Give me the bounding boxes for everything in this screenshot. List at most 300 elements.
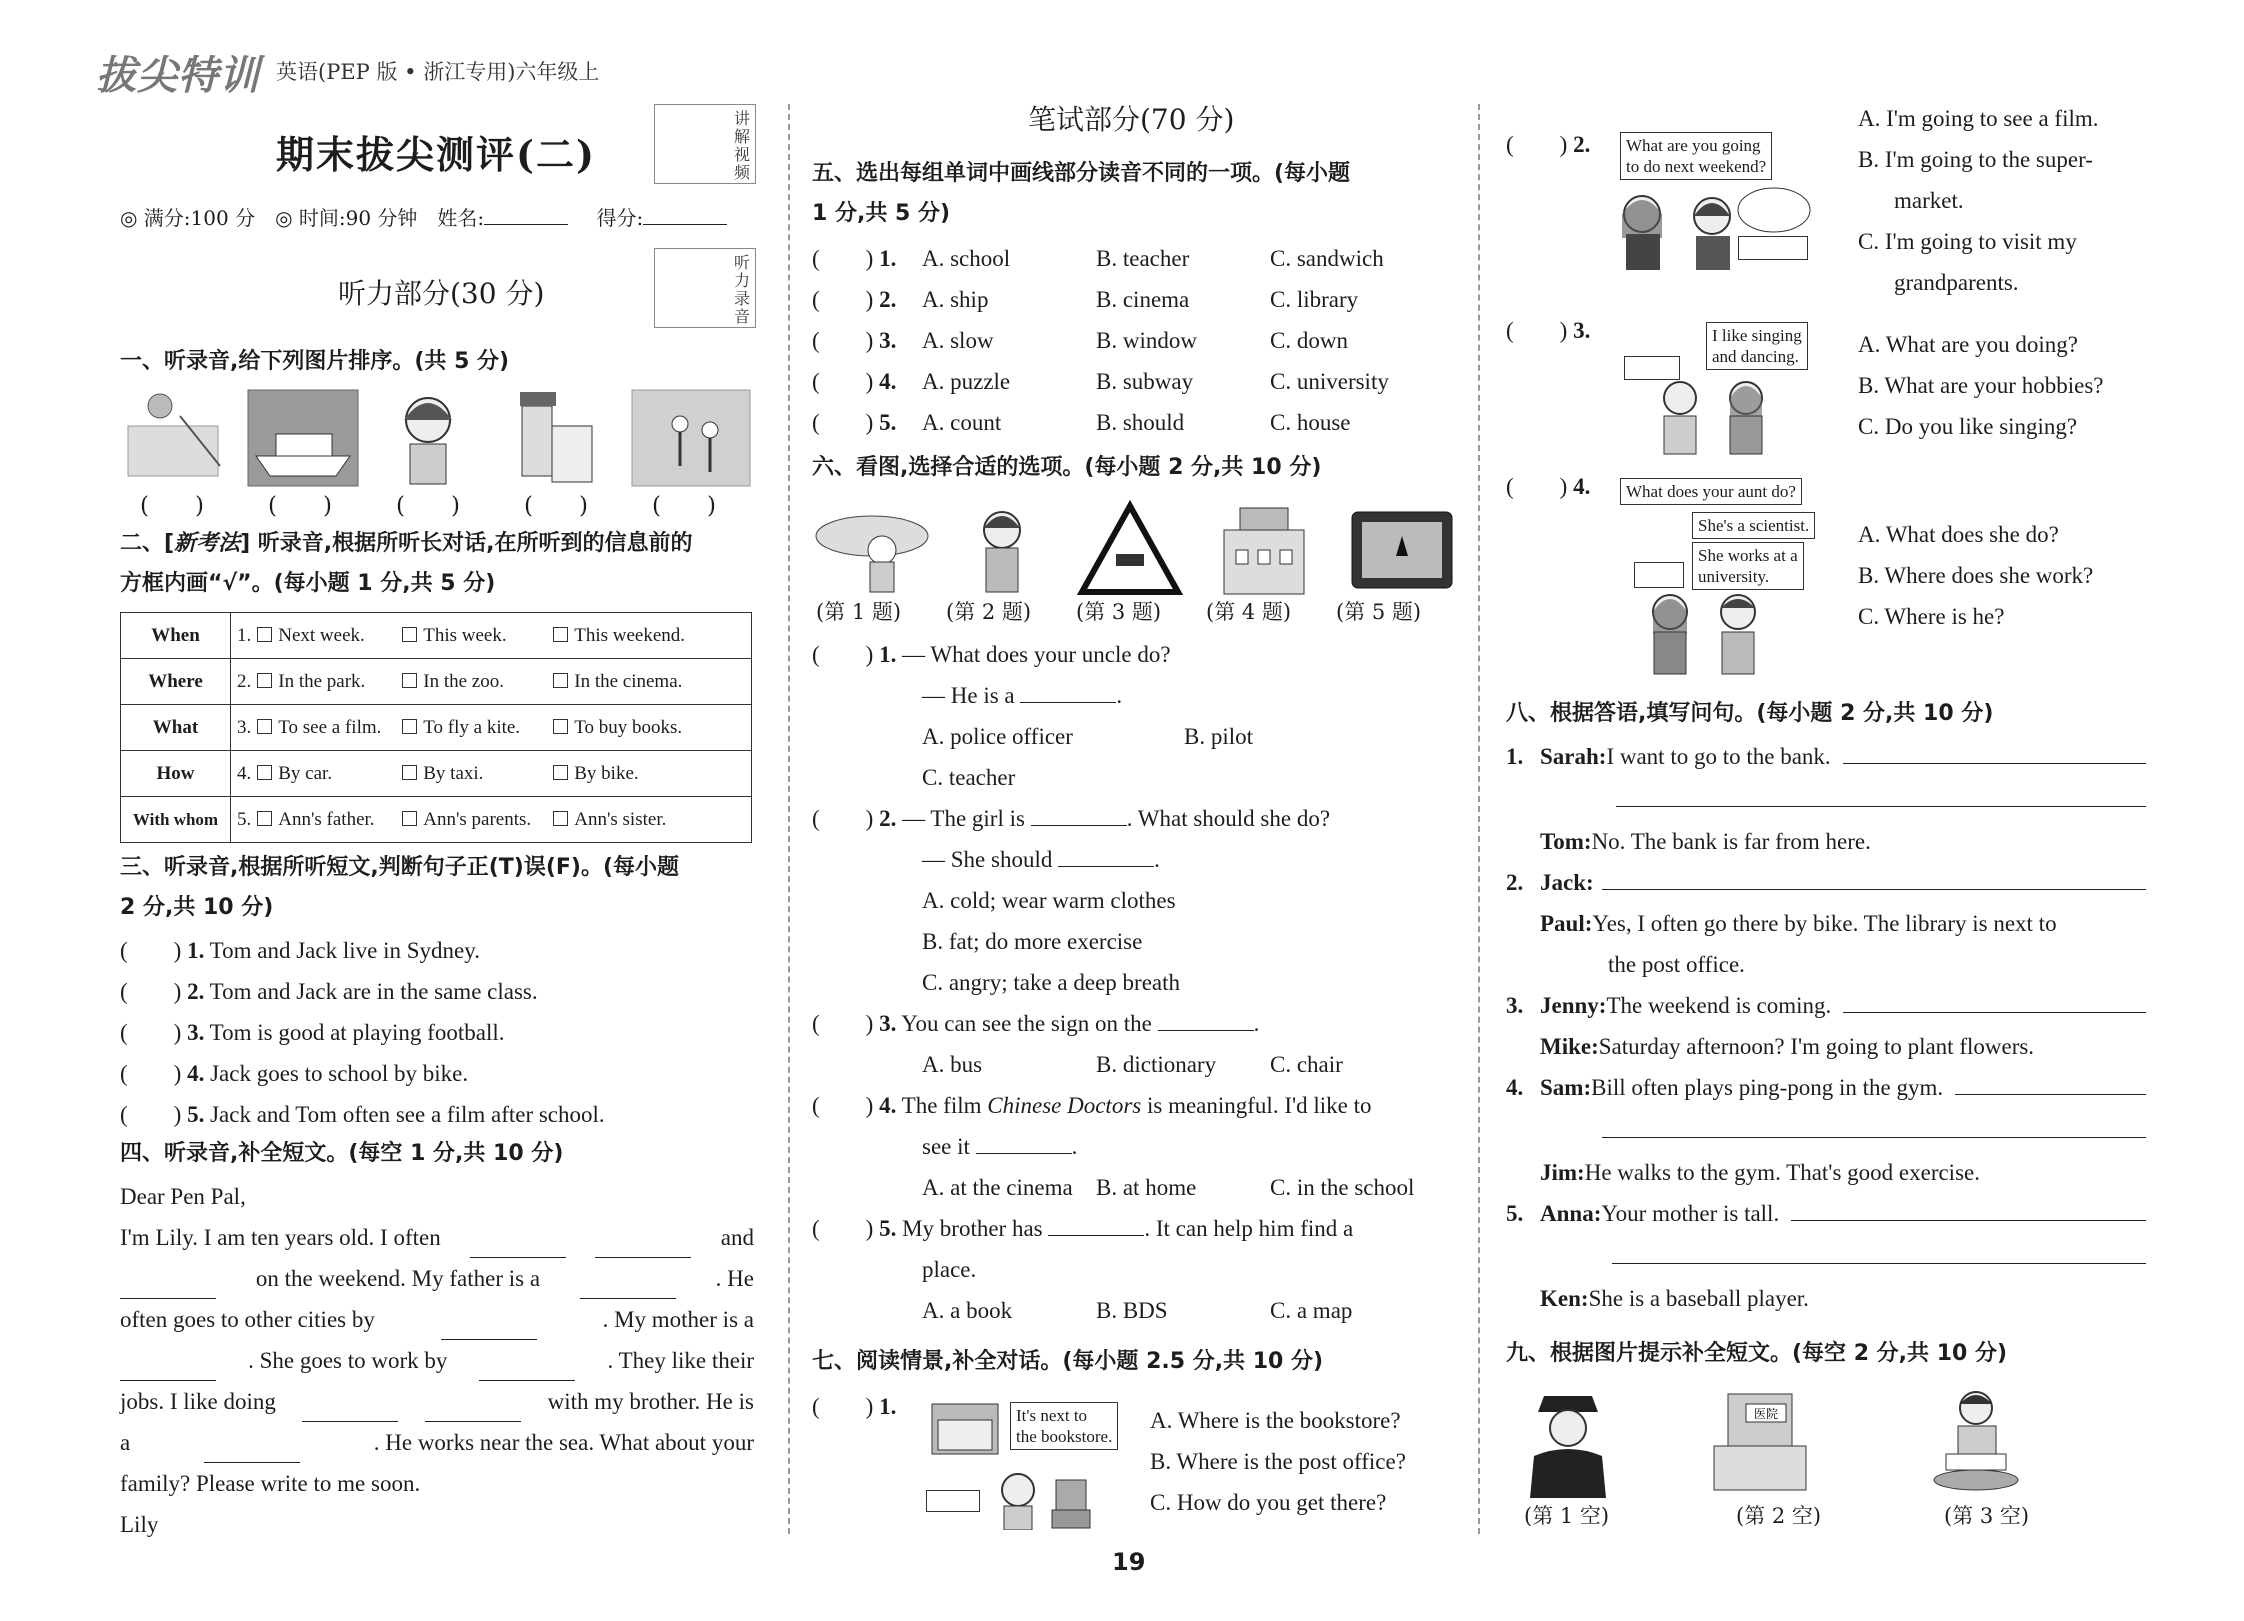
section-2-prefix: 二、[ bbox=[120, 531, 175, 556]
bubble-line: It's next to bbox=[1016, 1406, 1088, 1425]
option-label: This weekend. bbox=[574, 624, 686, 646]
option-a: A. a book bbox=[922, 1298, 1013, 1323]
blank-label-3: (第 3 空) bbox=[1944, 1504, 2030, 1528]
dialogue-text: Saturday afternoon? I'm going to plant flowers. bbox=[1598, 1034, 2035, 1059]
answer-paren[interactable]: ( ) bbox=[1506, 132, 1568, 157]
option-b: B. Where does she work? bbox=[1858, 563, 2094, 588]
score-blank[interactable] bbox=[643, 224, 727, 225]
letter-text: I'm Lily. I am ten years old. I often bbox=[120, 1225, 441, 1250]
dialogue-line bbox=[1506, 821, 2146, 862]
answer-blank[interactable] bbox=[479, 1340, 575, 1381]
listening-section-title: 听力部分(30 分) bbox=[338, 277, 545, 310]
answer-paren[interactable]: ( ) bbox=[812, 1093, 874, 1118]
column-divider-2 bbox=[1478, 104, 1480, 1534]
answer-paren[interactable]: ( ) bbox=[120, 979, 182, 1004]
option-c: C. Do you like singing? bbox=[1858, 414, 2078, 439]
option-a: A. count bbox=[922, 410, 1002, 435]
pic-label-5: (第 5 题) bbox=[1336, 600, 1422, 624]
letter-signature: Lily bbox=[120, 1512, 159, 1537]
item-number: 1. bbox=[237, 624, 252, 646]
hospital-sign-text: 医院 bbox=[1753, 1407, 1779, 1421]
dialogue-line bbox=[1506, 1067, 2146, 1108]
letter-line bbox=[120, 1258, 754, 1299]
table-row bbox=[121, 659, 752, 705]
exam-meta bbox=[120, 202, 727, 231]
letter-text: a bbox=[120, 1430, 131, 1455]
answer-blank[interactable] bbox=[120, 1340, 216, 1381]
speech-bubble: What does your aunt do? bbox=[1620, 478, 1802, 505]
answer-paren[interactable]: ( ) bbox=[120, 1061, 182, 1086]
options-row bbox=[812, 757, 1462, 798]
option-b: B. subway bbox=[1096, 369, 1194, 394]
dialogue-line bbox=[1506, 1026, 2146, 1067]
bubble-line: and dancing. bbox=[1712, 347, 1799, 366]
answer-blank[interactable] bbox=[1602, 862, 2146, 890]
question-3: ( ) 3. You can see the sign on the . bbox=[812, 1011, 1260, 1036]
ship-picture bbox=[248, 390, 358, 486]
bubble-line: the bookstore. bbox=[1016, 1427, 1113, 1446]
answer-paren[interactable]: ( ) bbox=[812, 410, 874, 435]
answer-paren[interactable]: ( ) bbox=[1506, 474, 1568, 499]
dialogue-line bbox=[1506, 985, 2146, 1026]
pic-label-2: (第 2 题) bbox=[946, 600, 1032, 624]
answer-blank[interactable] bbox=[1955, 1067, 2146, 1095]
hospital-picture bbox=[1714, 1394, 1806, 1490]
option-c: C. sandwich bbox=[1270, 246, 1384, 271]
speaker-name: Mike: bbox=[1540, 1034, 1599, 1059]
section-2-title bbox=[120, 524, 693, 564]
row-header: With whom bbox=[121, 797, 231, 843]
q4-options bbox=[1858, 514, 2093, 637]
checkbox[interactable] bbox=[553, 811, 568, 826]
new-method-tag: 新考法 bbox=[174, 531, 241, 556]
item-number: 2. bbox=[1506, 870, 1524, 895]
speech-bubble: She's a scientist. bbox=[1692, 512, 1815, 539]
item-number: 3. bbox=[1573, 318, 1591, 343]
dialogue-text: Your mother is tall. bbox=[1601, 1201, 1780, 1226]
q3-options bbox=[1858, 324, 2103, 447]
s7-question-2 bbox=[1506, 124, 1590, 165]
answer-blank[interactable] bbox=[1058, 866, 1154, 867]
answer-line bbox=[1506, 1234, 2146, 1278]
option-label: Next week. bbox=[278, 624, 365, 646]
written-section-title: 笔试部分(70 分) bbox=[1028, 103, 1235, 136]
row-header: When bbox=[121, 613, 231, 659]
letter-line bbox=[120, 1422, 754, 1463]
answer-line bbox=[1506, 1108, 2146, 1152]
warning-sign-picture bbox=[1082, 506, 1178, 592]
table-row bbox=[121, 797, 752, 843]
option-label: This week. bbox=[423, 624, 507, 646]
options-row bbox=[812, 1167, 1462, 1208]
section-1-title: 一、听录音,给下列图片排序。(共 5 分) bbox=[120, 349, 510, 374]
blank-label-1: (第 1 空) bbox=[1524, 1504, 1610, 1528]
picture-answer-5[interactable]: ( ) bbox=[652, 493, 716, 519]
checkbox[interactable] bbox=[553, 719, 568, 734]
answer-paren[interactable]: ( ) bbox=[120, 938, 182, 963]
item-number: 3. bbox=[879, 1011, 897, 1036]
option-b: B. dictionary bbox=[1096, 1052, 1217, 1077]
item-number: 5. bbox=[187, 1102, 205, 1127]
question-text: The film bbox=[901, 1093, 988, 1118]
question-5 bbox=[812, 1208, 1462, 1249]
answer-blank[interactable] bbox=[1612, 1234, 2146, 1264]
speech-bubble bbox=[1620, 132, 1772, 180]
options-row bbox=[812, 1290, 1462, 1331]
bubble-line: university. bbox=[1698, 567, 1770, 586]
film-title: Chinese Doctors bbox=[987, 1093, 1142, 1118]
dialogue-text: I want to go to the bank. bbox=[1606, 744, 1831, 769]
answer-blank[interactable] bbox=[1843, 736, 2146, 764]
question-4 bbox=[812, 1085, 1462, 1126]
answer-paren[interactable]: ( ) bbox=[812, 1394, 874, 1419]
dialogue-line bbox=[1506, 736, 2146, 777]
list-item bbox=[812, 320, 1462, 361]
dialogue-line bbox=[1506, 1278, 2146, 1319]
answer-blank[interactable] bbox=[580, 1258, 676, 1299]
letter-passage bbox=[120, 1176, 754, 1545]
dialogue-text: Bill often plays ping-pong in the gym. bbox=[1591, 1075, 1944, 1100]
item-number: 1. bbox=[879, 1394, 897, 1419]
hospital-building-picture bbox=[520, 392, 592, 482]
dialogue-text: The weekend is coming. bbox=[1606, 993, 1832, 1018]
question-text: see it bbox=[922, 1134, 970, 1159]
dialogue-line bbox=[1506, 862, 2146, 903]
item-text: Tom is good at playing football. bbox=[209, 1020, 505, 1045]
options-row bbox=[812, 716, 1462, 757]
girl-picture bbox=[984, 512, 1020, 592]
page-number: 19 bbox=[1112, 1548, 1146, 1576]
item-number: 3. bbox=[1506, 993, 1524, 1018]
checkbox[interactable] bbox=[402, 765, 417, 780]
answer-blank[interactable] bbox=[1031, 825, 1127, 826]
item-number: 1. bbox=[1506, 744, 1524, 769]
item-number: 5. bbox=[1506, 1201, 1524, 1226]
answer-paren[interactable]: ( ) bbox=[1506, 318, 1568, 343]
checkbox[interactable] bbox=[402, 719, 417, 734]
question-text: My brother has bbox=[902, 1216, 1043, 1241]
listening-table bbox=[120, 612, 752, 843]
list-item bbox=[812, 279, 1462, 320]
option-a: A. bus bbox=[922, 1052, 983, 1077]
option-c: C. university bbox=[1270, 369, 1389, 394]
answer-paren[interactable]: ( ) bbox=[812, 642, 874, 667]
section-1-pictures bbox=[120, 386, 754, 490]
name-blank[interactable] bbox=[484, 224, 568, 225]
section-8-title: 八、根据答语,填写问句。(每小题 2 分,共 10 分) bbox=[1506, 701, 1994, 726]
answer-line bbox=[1506, 777, 2146, 821]
checkbox[interactable] bbox=[257, 811, 272, 826]
checkbox[interactable] bbox=[257, 627, 272, 642]
question-1 bbox=[812, 634, 1462, 675]
question-text: — The girl is bbox=[902, 806, 1025, 831]
checkbox[interactable] bbox=[553, 627, 568, 642]
section-3-items bbox=[120, 930, 760, 1135]
answer-blank[interactable] bbox=[976, 1153, 1072, 1154]
question-text: You can see the sign on the bbox=[901, 1011, 1152, 1036]
row-header: Where bbox=[121, 659, 231, 705]
answer-blank[interactable] bbox=[1158, 1030, 1254, 1031]
list-item bbox=[120, 1012, 760, 1053]
answer-blank[interactable] bbox=[1020, 702, 1116, 703]
option-c: C. chair bbox=[1270, 1052, 1343, 1077]
option-b-cont: market. bbox=[1894, 188, 1964, 213]
dialogue-line bbox=[1506, 903, 2146, 944]
s7-q1-options bbox=[1150, 1400, 1406, 1523]
book-subject: 英语(PEP 版 • 浙江专用)六年级上 bbox=[276, 60, 600, 84]
section-5-title: 五、选出每组单词中画线部分读音不同的一项。(每小题 bbox=[812, 161, 1351, 186]
speaker-name: Jim: bbox=[1540, 1160, 1585, 1185]
option-c: C. house bbox=[1270, 410, 1351, 435]
question-line: — He is a . bbox=[922, 683, 1123, 708]
answer-blank[interactable] bbox=[1616, 777, 2146, 807]
question-line: see it . bbox=[922, 1134, 1078, 1159]
option-c: C. I'm going to visit my bbox=[1858, 229, 2077, 254]
option-c: C. down bbox=[1270, 328, 1348, 353]
item-number: 3. bbox=[187, 1020, 205, 1045]
table-row bbox=[121, 705, 752, 751]
option-c: C. Where is he? bbox=[1858, 604, 2005, 629]
answer-paren[interactable]: ( ) bbox=[120, 1102, 182, 1127]
letter-text: often goes to other cities by bbox=[120, 1307, 375, 1332]
letter-greeting: Dear Pen Pal, bbox=[120, 1184, 246, 1209]
item-number: 3. bbox=[879, 328, 897, 353]
option-label: Ann's parents. bbox=[423, 808, 532, 830]
options-row bbox=[812, 1044, 1462, 1085]
option-b: B. at home bbox=[1096, 1175, 1197, 1200]
section-5-items bbox=[812, 238, 1462, 443]
option-label: Ann's father. bbox=[278, 808, 375, 830]
checkbox[interactable] bbox=[402, 673, 417, 688]
reading-boy-picture bbox=[1934, 1392, 2018, 1490]
speaker-name: Jack: bbox=[1540, 870, 1594, 895]
page-title: 期末拔尖测评(二) bbox=[276, 132, 596, 177]
option-b: B. cinema bbox=[1096, 287, 1190, 312]
question-text: — She should bbox=[922, 847, 1053, 872]
option-a: A. I'm going to see a film. bbox=[1858, 106, 2099, 131]
option-b: B. I'm going to the super- bbox=[1858, 147, 2093, 172]
letter-text: on the weekend. My father is a bbox=[255, 1266, 541, 1291]
dialogue-text: She is a baseball player. bbox=[1588, 1286, 1809, 1311]
option-a: A. puzzle bbox=[922, 369, 1011, 394]
fisherman-picture bbox=[128, 394, 220, 476]
item-number: 2. bbox=[879, 806, 897, 831]
answer-blank[interactable] bbox=[302, 1381, 398, 1422]
answer-paren[interactable]: ( ) bbox=[812, 369, 874, 394]
checkbox[interactable] bbox=[402, 811, 417, 826]
speech-bubble bbox=[1692, 542, 1804, 590]
empty-speech-bubble[interactable] bbox=[1634, 562, 1684, 588]
letter-line bbox=[120, 1340, 754, 1381]
item-number: 1. bbox=[879, 642, 897, 667]
item-number: 5. bbox=[879, 1216, 897, 1241]
list-item bbox=[812, 361, 1462, 402]
letter-text: jobs. I like doing bbox=[120, 1389, 276, 1414]
pic-label-1: (第 1 题) bbox=[816, 600, 902, 624]
building-picture bbox=[1224, 508, 1304, 594]
empty-speech-bubble[interactable] bbox=[1738, 236, 1808, 260]
answer-blank[interactable] bbox=[470, 1217, 566, 1258]
bubble-line: She works at a bbox=[1698, 546, 1798, 565]
section-3-title-cont: 2 分,共 10 分) bbox=[120, 895, 274, 920]
option-a: A. Where is the bookstore? bbox=[1150, 1408, 1401, 1433]
s7-question-1 bbox=[812, 1386, 896, 1427]
answer-blank[interactable] bbox=[120, 1258, 216, 1299]
pic-label-3: (第 3 题) bbox=[1076, 600, 1162, 624]
boy-and-girl-picture bbox=[1650, 376, 1780, 456]
option-a: A. school bbox=[922, 246, 1011, 271]
option-b: B. window bbox=[1096, 328, 1197, 353]
section-2-title-cont: 方框内画“√”。(每小题 1 分,共 5 分) bbox=[120, 571, 496, 596]
option-b: B. should bbox=[1096, 410, 1185, 435]
answer-blank[interactable] bbox=[1843, 985, 2146, 1013]
option-c-cont: grandparents. bbox=[1894, 270, 2019, 295]
answer-blank[interactable] bbox=[441, 1299, 537, 1340]
letter-text: family? Please write to me soon. bbox=[120, 1471, 421, 1496]
answer-paren[interactable]: ( ) bbox=[812, 1011, 874, 1036]
answer-paren[interactable]: ( ) bbox=[812, 1216, 874, 1241]
list-item bbox=[812, 402, 1462, 443]
bubble-line: What are you going bbox=[1626, 136, 1761, 155]
letter-line bbox=[120, 1381, 754, 1422]
answer-paren[interactable]: ( ) bbox=[812, 246, 874, 271]
picture-answer-3[interactable]: ( ) bbox=[396, 493, 460, 519]
picture-answer-1[interactable]: ( ) bbox=[140, 493, 204, 519]
option-b: B. teacher bbox=[1096, 246, 1190, 271]
bubble-line: I like singing bbox=[1712, 326, 1802, 345]
answer-blank[interactable] bbox=[425, 1381, 521, 1422]
picture-answer-2[interactable]: ( ) bbox=[268, 493, 332, 519]
section-9-pictures bbox=[1506, 1386, 2126, 1498]
speaker-name: Jenny: bbox=[1540, 993, 1607, 1018]
letter-text: . My mother is a bbox=[602, 1307, 754, 1332]
picture-answer-4[interactable]: ( ) bbox=[524, 493, 588, 519]
speaker-name: Paul: bbox=[1540, 911, 1593, 936]
dialogue-text: He walks to the gym. That's good exercise. bbox=[1584, 1160, 1980, 1185]
item-number: 4. bbox=[187, 1061, 205, 1086]
section-6-questions bbox=[812, 634, 1462, 1331]
letter-text: . They like their bbox=[607, 1348, 754, 1373]
question-line: place. bbox=[922, 1257, 977, 1282]
list-item bbox=[120, 1094, 760, 1135]
answer-blank[interactable] bbox=[1048, 1235, 1144, 1236]
item-number: 2. bbox=[1573, 132, 1591, 157]
answer-blank[interactable] bbox=[1791, 1193, 2146, 1221]
section-2-text: ] 听录音,根据所听长对话,在所听到的信息前的 bbox=[240, 531, 693, 556]
checkbox[interactable] bbox=[257, 765, 272, 780]
answer-paren[interactable]: ( ) bbox=[120, 1020, 182, 1045]
column-divider-1 bbox=[788, 104, 790, 1534]
option-label: To see a film. bbox=[278, 716, 382, 738]
option-label: Ann's sister. bbox=[574, 808, 667, 830]
letter-text: and bbox=[720, 1225, 754, 1250]
row-header: What bbox=[121, 705, 231, 751]
option-label: By bike. bbox=[574, 762, 639, 784]
list-item bbox=[120, 930, 760, 971]
item-number: 2. bbox=[187, 979, 205, 1004]
question-text: — He is a bbox=[922, 683, 1015, 708]
checkbox[interactable] bbox=[553, 765, 568, 780]
option-b: B. Where is the post office? bbox=[1150, 1449, 1406, 1474]
item-number: 3. bbox=[237, 716, 252, 738]
checkbox[interactable] bbox=[257, 719, 272, 734]
option-b: B. What are your hobbies? bbox=[1858, 373, 2104, 398]
option-c: C. teacher bbox=[922, 765, 1016, 790]
question-text: is meaningful. I'd like to bbox=[1141, 1093, 1372, 1118]
pic-label-4: (第 4 题) bbox=[1206, 600, 1292, 624]
blank-label-2: (第 2 空) bbox=[1736, 1504, 1822, 1528]
answer-paren[interactable]: ( ) bbox=[812, 328, 874, 353]
letter-line bbox=[120, 1299, 754, 1340]
list-item bbox=[120, 1053, 760, 1094]
pilot-plane-picture bbox=[816, 516, 928, 592]
speaker-name: Sam: bbox=[1540, 1075, 1592, 1100]
option-c: C. How do you get there? bbox=[1150, 1490, 1387, 1515]
question-2 bbox=[812, 798, 1462, 839]
item-number: 5. bbox=[879, 410, 897, 435]
section-6-title: 六、看图,选择合适的选项。(每小题 2 分,共 10 分) bbox=[812, 455, 1322, 480]
option-c: C. a map bbox=[1270, 1298, 1353, 1323]
dialogue-text: the post office. bbox=[1608, 952, 1745, 977]
dialogue-line bbox=[1506, 1193, 2146, 1234]
empty-speech-bubble[interactable] bbox=[926, 1490, 980, 1512]
option-label: To fly a kite. bbox=[423, 716, 521, 738]
speaker-name: Tom: bbox=[1540, 829, 1592, 854]
list-item bbox=[812, 238, 1462, 279]
row-header: How bbox=[121, 751, 231, 797]
speaker-name: Ken: bbox=[1540, 1286, 1589, 1311]
option-a: A. slow bbox=[922, 328, 994, 353]
section-5-title-cont: 1 分,共 5 分) bbox=[812, 201, 951, 226]
meta-text: ◎ 满分:100 分 ◎ 时间:90 分钟 姓名: bbox=[120, 206, 485, 230]
answer-paren[interactable]: ( ) bbox=[812, 806, 874, 831]
letter-text: . She goes to work by bbox=[248, 1348, 448, 1373]
checkbox[interactable] bbox=[402, 627, 417, 642]
option-c: C. in the school bbox=[1270, 1175, 1415, 1200]
question-text: . It can help him find a bbox=[1144, 1216, 1354, 1241]
answer-paren[interactable]: ( ) bbox=[812, 287, 874, 312]
letter-text: with my brother. He is bbox=[547, 1389, 754, 1414]
answer-blank[interactable] bbox=[204, 1422, 300, 1463]
option-label: In the park. bbox=[278, 670, 366, 692]
option-a: A. police officer bbox=[922, 724, 1073, 749]
options-row: C. angry; take a deep breath bbox=[922, 970, 1180, 995]
letter-text: . He works near the sea. What about your bbox=[373, 1430, 754, 1455]
table-row bbox=[121, 613, 752, 659]
item-number: 5. bbox=[237, 808, 252, 830]
item-number: 4. bbox=[879, 1093, 897, 1118]
answer-blank[interactable] bbox=[1602, 1108, 2146, 1138]
police-officer-picture bbox=[1530, 1396, 1606, 1498]
s7-question-3 bbox=[1506, 310, 1590, 351]
speaker-name: Sarah: bbox=[1540, 744, 1607, 769]
option-label: In the cinema. bbox=[574, 670, 683, 692]
option-c: C. library bbox=[1270, 287, 1359, 312]
list-item bbox=[120, 971, 760, 1012]
section-7-title: 七、阅读情景,补全对话。(每小题 2.5 分,共 10 分) bbox=[812, 1349, 1324, 1374]
section-8-dialogues bbox=[1506, 736, 2146, 1319]
option-label: To buy books. bbox=[574, 716, 683, 738]
checkbox[interactable] bbox=[553, 673, 568, 688]
option-label: By car. bbox=[278, 762, 333, 784]
checkbox[interactable] bbox=[257, 673, 272, 688]
option-label: In the zoo. bbox=[423, 670, 504, 692]
answer-blank[interactable] bbox=[595, 1217, 691, 1258]
section-9-title: 九、根据图片提示补全短文。(每空 2 分,共 10 分) bbox=[1506, 1341, 2008, 1366]
item-number: 4. bbox=[1573, 474, 1591, 499]
section-6-pictures bbox=[812, 500, 1462, 600]
option-label: By taxi. bbox=[423, 762, 484, 784]
